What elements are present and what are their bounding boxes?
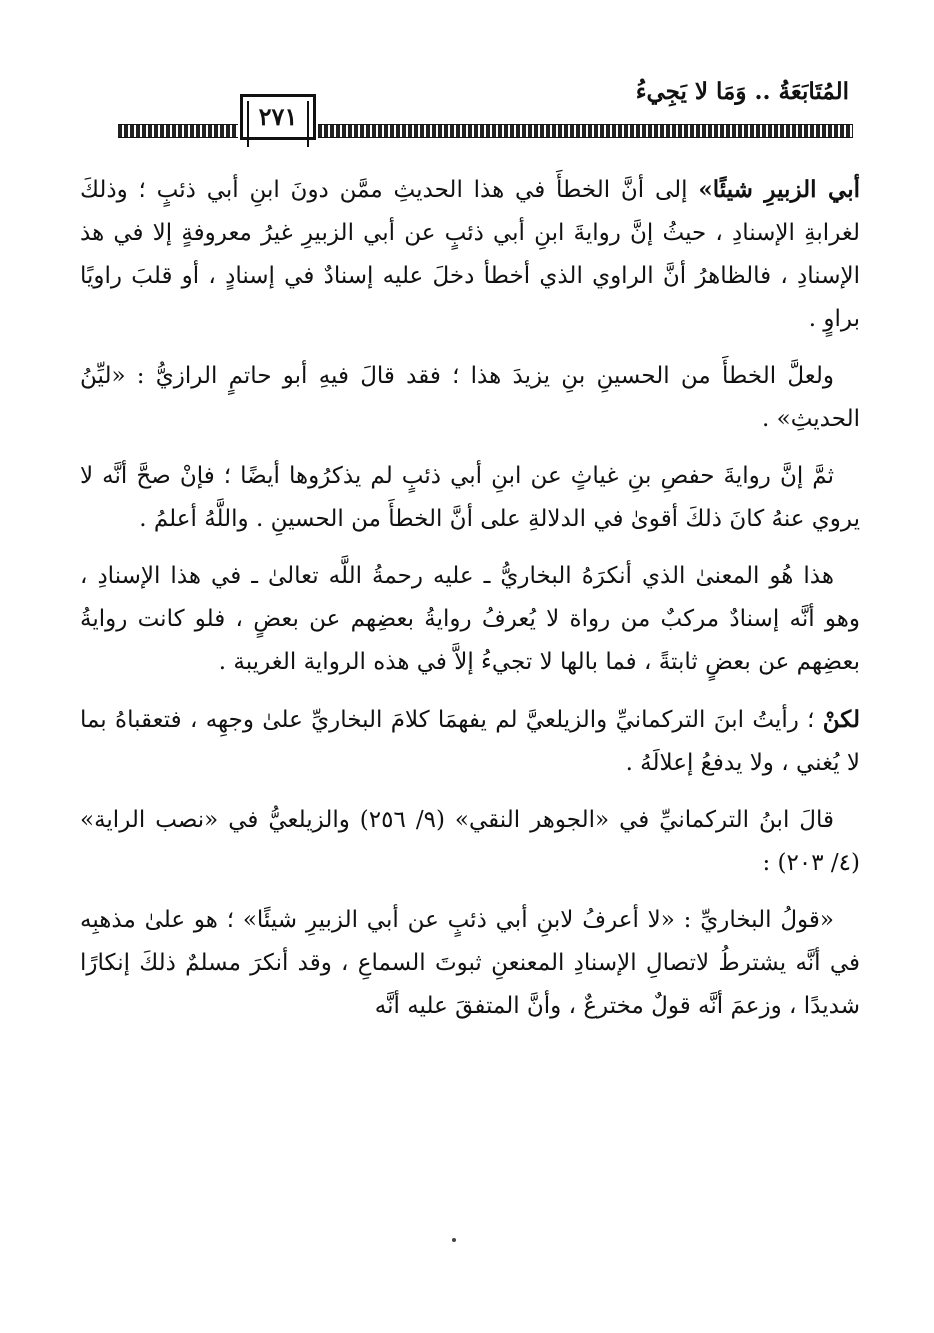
page-number: ٢٧١ xyxy=(240,94,316,140)
paragraph-6 xyxy=(80,799,860,885)
paragraph-3-text: ثمَّ إنَّ روايةَ حفصِ بنِ غياثٍ عن ابنِ أبي ذئبٍ لم يذكرُوها أيضًا ؛ فإنْ صحَّ أنَّه لا يروي عنهُ كانَ ذلكَ أقوىٰ في الدلالةِ على أنَّ الخطأَ من الحسينِ . واللَّهُ أعلمُ . xyxy=(80,463,860,532)
paragraph-1-lead: أبي الزبيرِ شيئًا» xyxy=(698,176,860,203)
paragraph-5 xyxy=(80,698,860,785)
paragraph-1 xyxy=(80,168,860,341)
print-mark xyxy=(452,1238,456,1242)
running-title: المُتَابَعَةُ .. وَمَا لا يَجِيءُ xyxy=(635,78,849,105)
paragraph-3 xyxy=(80,455,860,541)
paragraph-5-lead: لكنْ xyxy=(822,706,860,733)
paragraph-2-text: ولعلَّ الخطأَ من الحسينِ بنِ يزيدَ هذا ؛ فقد قالَ فيهِ أبو حاتمٍ الرازيُّ : «ليِّنُ الحديثِ» . xyxy=(80,363,860,432)
paragraph-7 xyxy=(80,899,860,1028)
paragraph-1-text: إلى أنَّ الخطأَ في هذا الحديثِ ممَّن دونَ ابنِ أبي ذئبٍ ؛ وذلكَ لغرابةِ الإسنادِ ، حيثُ إنَّ روايةَ ابنِ أبي ذئبٍ عن أبي الزبيرِ غيرُ معروفةٍ إلا في هذ الإسنادِ ، فالظاهرُ أنَّ الراوي الذي أخطأ دخلَ عليه إسنادٌ في إسنادٍ ، أو قلبَ راويًا براوٍ . xyxy=(80,177,860,332)
paragraph-4-text: هذا هُو المعنىٰ الذي أنكرَهُ البخاريُّ ـ عليه رحمةُ اللَّه تعالىٰ ـ في هذا الإسنادِ ، وهو أنَّه إسنادٌ مركبٌ من رواة لا يُعرفُ روايةُ بعضِهم عن بعضٍ ، فلو كانت روايةُ بعضِهم عن بعضٍ ثابتةً ، فما بالها لا تجيءُ إلاَّ في هذه الرواية الغريبة . xyxy=(80,563,860,675)
paragraph-5-text: ؛ رأيتُ ابنَ التركمانيِّ والزيلعيَّ لم يفهمَا كلامَ البخاريِّ علىٰ وجهِه ، فتعقباهُ بما لا يُغني ، ولا يدفعُ إعلالَهُ . xyxy=(80,707,860,776)
paragraph-7-text: «قولُ البخاريِّ : «لا أعرفُ لابنِ أبي ذئبٍ عن أبي الزبيرِ شيئًا» ؛ هو علىٰ مذهبِه في أنَّه يشترطُ لاتصالِ الإسنادِ المعنعنِ ثبوتَ السماعِ ، وقد أنكرَ مسلمٌ ذلكَ إنكارًا شديدًا ، وزعمَ أنَّه قولٌ مخترعٌ ، وأنَّ المتفقَ عليه أنَّه xyxy=(80,907,860,1019)
body-text xyxy=(80,168,860,1042)
paragraph-4 xyxy=(80,555,860,684)
paragraph-2 xyxy=(80,355,860,441)
header-rule-right xyxy=(318,124,853,138)
header-rule-left xyxy=(118,124,238,138)
paragraph-6-text: قالَ ابنُ التركمانيِّ في «الجوهر النقي» (٩/ ٢٥٦) والزيلعيُّ في «نصب الراية» (٤/ ٢٠٣) : xyxy=(80,807,860,876)
